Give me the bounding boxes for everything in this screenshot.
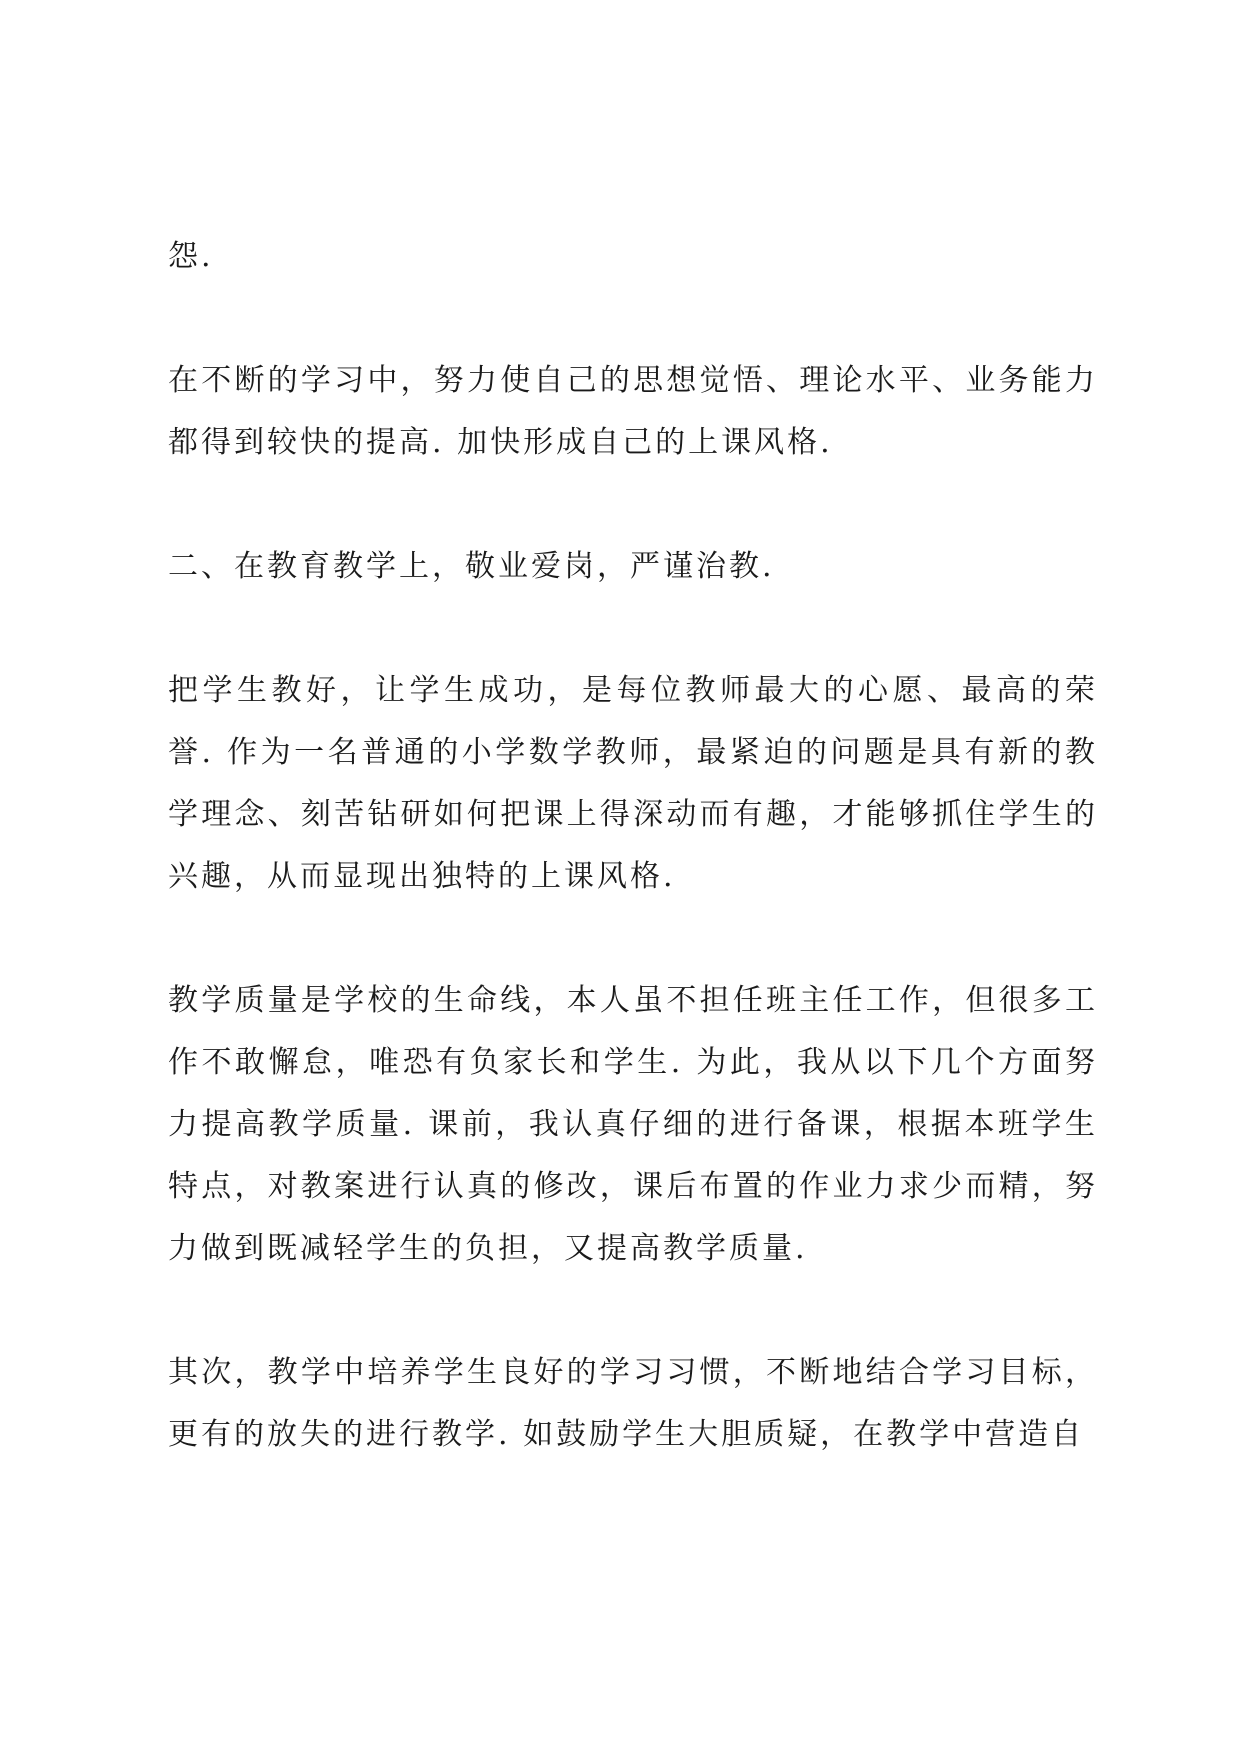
paragraph-continuation: 怨.: [168, 239, 214, 274]
paragraph-study-habits: 其次，教学中培养学生良好的学习习惯，不断地结合学习目标，更有的放失的进行教学. 如鼓励学生大胆质疑，在教学中营造自: [168, 1355, 1098, 1452]
section-heading-teaching: 二、在教育教学上，敬业爱岗，严谨治教.: [168, 549, 775, 584]
document-body: [168, 226, 1098, 1466]
paragraph-teaching-quality: 教学质量是学校的生命线，本人虽不担任班主任工作，但很多工作不敢懈怠，唯恐有负家长和学生. 为此，我从以下几个方面努力提高教学质量. 课前，我认真仔细的进行备课，根据本班学生特点，对教案进行认真的修改，课后布置的作业力求少而精，努力做到既减轻学生的负担，又提高教学质量.: [168, 983, 1098, 1266]
paragraph-learning: 在不断的学习中，努力使自己的思想觉悟、理论水平、业务能力都得到较快的提高. 加快形成自己的上课风格.: [168, 363, 1098, 460]
paragraph-teacher-goal: 把学生教好，让学生成功，是每位教师最大的心愿、最高的荣誉. 作为一名普通的小学数学教师，最紧迫的问题是具有新的教学理念、刻苦钻研如何把课上得深动而有趣，才能够抓住学生的兴趣，从而显现出独特的上课风格.: [168, 673, 1098, 894]
